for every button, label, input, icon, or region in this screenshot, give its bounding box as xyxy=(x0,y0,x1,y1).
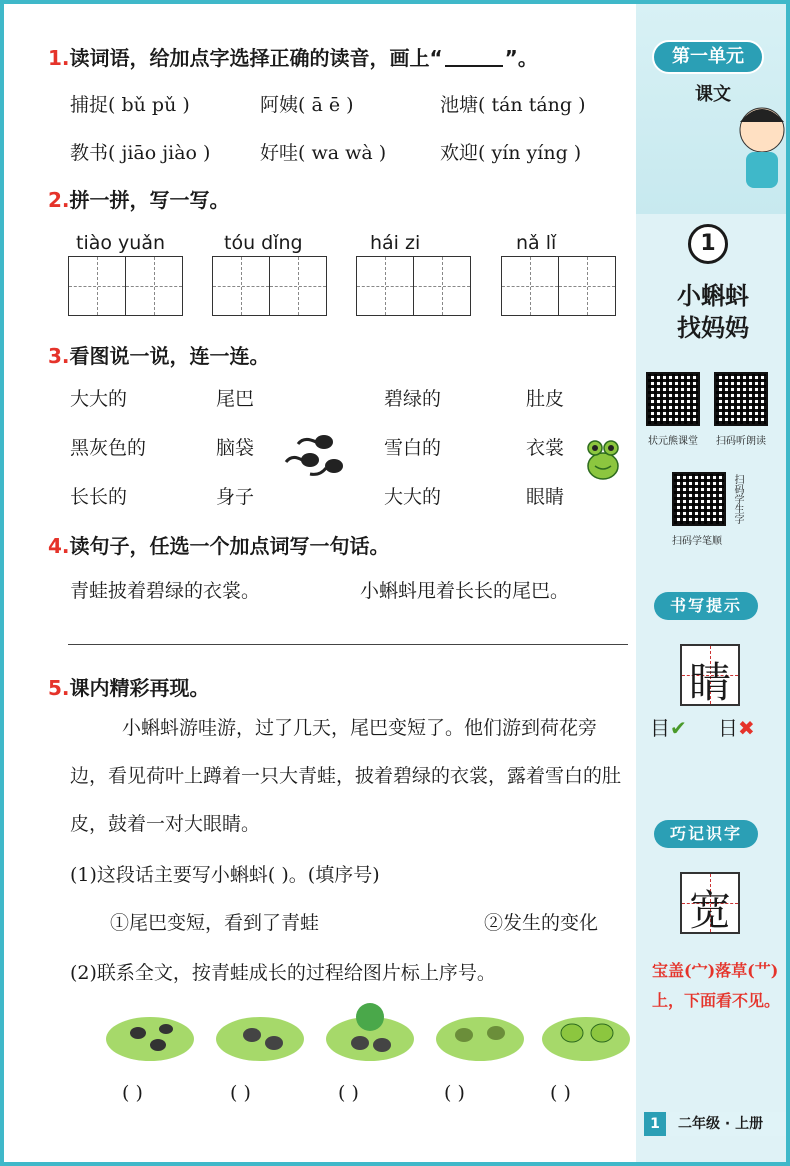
page-number: 1 xyxy=(644,1112,666,1136)
qr-label: 扫码听朗读 xyxy=(716,436,766,447)
qr-code[interactable] xyxy=(672,472,726,526)
qr-label: 扫码学生字 xyxy=(732,474,743,524)
sub-question-1: (1)这段话主要写小蝌蚪( )。(填序号) xyxy=(70,864,380,886)
writing-tip-badge: 书写提示 xyxy=(654,592,758,620)
q5-heading: 5.课内精彩再现。 xyxy=(48,676,210,700)
lesson-title: 小蝌蚪 找妈妈 xyxy=(677,282,749,342)
sidebar xyxy=(636,4,790,1166)
q1-heading xyxy=(48,42,538,71)
passage: 小蝌蚪游哇游，过了几天，尾巴变短了。他们游到荷花旁边，看见荷叶上蹲着一只大青蛙，披着碧绿的衣裳，露着雪白的肚皮，鼓着一对大眼睛。 xyxy=(70,717,622,835)
q4-heading: 4.读句子，任选一个加点词写一句话。 xyxy=(48,534,390,558)
match-word[interactable]: 脑袋 xyxy=(216,437,255,459)
match-word[interactable]: 大大的 xyxy=(384,486,442,508)
check-icon: ✔ xyxy=(670,716,687,740)
match-word[interactable]: 身子 xyxy=(216,486,255,508)
match-word[interactable]: 眼睛 xyxy=(526,486,565,508)
answer-paren[interactable]: ( ) xyxy=(122,1082,143,1104)
q1-item: 教书( jiāo jiào ) xyxy=(70,142,211,164)
q1-item: 欢迎( yín yíng ) xyxy=(440,142,582,164)
frog-illustration xyxy=(582,436,624,484)
boy-illustration xyxy=(732,100,788,204)
match-word[interactable]: 黑灰色的 xyxy=(70,437,147,459)
match-word[interactable]: 尾巴 xyxy=(216,388,255,410)
qr-code[interactable] xyxy=(646,372,700,426)
q4-sentence: 青蛙披着碧绿的衣裳。 xyxy=(70,580,261,602)
q1-item: 好哇( wa wà ) xyxy=(260,142,387,164)
q1-text: 读词语，给加点字选择正确的读音，画上“ xyxy=(69,46,443,70)
match-word[interactable]: 衣裳 xyxy=(526,437,565,459)
tadpole-illustration xyxy=(280,430,350,482)
tadpole-grown-picture xyxy=(324,999,416,1065)
match-word[interactable]: 长长的 xyxy=(70,486,128,508)
wrong-example: 日✖ xyxy=(718,716,755,740)
option-2: ②发生的变化 xyxy=(484,912,599,934)
lesson-number: 1 xyxy=(688,224,728,264)
q4-sentence: 小蝌蚪甩着长长的尾巴。 xyxy=(360,580,570,602)
answer-paren[interactable]: ( ) xyxy=(230,1082,251,1104)
q1-item: 阿姨( ā ē ) xyxy=(260,94,354,116)
pinyin-label: tiào yuǎn xyxy=(76,232,166,254)
right-example: 目✔ xyxy=(650,716,687,740)
writing-grid[interactable] xyxy=(68,256,183,316)
writing-grid[interactable] xyxy=(356,256,471,316)
qr-label: 状元熊课堂 xyxy=(648,436,698,447)
match-word[interactable]: 碧绿的 xyxy=(384,388,442,410)
q1-item: 池塘( tán táng ) xyxy=(440,94,586,116)
writing-grid[interactable] xyxy=(212,256,327,316)
match-word[interactable]: 雪白的 xyxy=(384,437,442,459)
froglet-picture xyxy=(434,999,526,1065)
cross-icon: ✖ xyxy=(738,716,755,740)
q3-heading: 3.看图说一说，连一连。 xyxy=(48,344,270,368)
pinyin-label: tóu dǐng xyxy=(224,232,303,254)
unit-badge: 第一单元 xyxy=(652,40,764,74)
memory-tip-text: 宝盖(宀)落草(艹)上，下面看不见。 xyxy=(652,961,781,1010)
writing-grid[interactable] xyxy=(501,256,616,316)
grade-label: 二年级 · 上册 xyxy=(670,1112,788,1136)
pinyin-label: hái zi xyxy=(370,232,421,254)
frog-picture xyxy=(540,999,632,1065)
tadpole-legs-picture xyxy=(214,999,306,1065)
sub-question-2: (2)联系全文，按青蛙成长的过程给图片标上序号。 xyxy=(70,962,496,984)
qr-code[interactable] xyxy=(714,372,768,426)
qr-label: 扫码学笔顺 xyxy=(672,536,722,547)
answer-paren[interactable]: ( ) xyxy=(444,1082,465,1104)
match-word[interactable]: 大大的 xyxy=(70,388,128,410)
q1-number: 1. xyxy=(48,46,70,70)
match-word[interactable]: 肚皮 xyxy=(526,388,565,410)
pinyin-label: nǎ lǐ xyxy=(516,232,557,254)
unit-subtitle: 课文 xyxy=(695,84,731,105)
writing-char-box: 睛 xyxy=(680,644,740,706)
memory-char-box: 宽 xyxy=(680,872,740,934)
q1-item: 捕捉( bǔ pǔ ) xyxy=(70,94,190,116)
answer-paren[interactable]: ( ) xyxy=(550,1082,571,1104)
tadpole-picture xyxy=(104,999,196,1065)
q2-heading: 2.拼一拼，写一写。 xyxy=(48,188,230,212)
exercise-area xyxy=(4,4,634,1166)
answer-line[interactable] xyxy=(68,644,628,645)
answer-paren[interactable]: ( ) xyxy=(338,1082,359,1104)
memory-tip-badge: 巧记识字 xyxy=(654,820,758,848)
q1-text-end: ”。 xyxy=(504,46,538,70)
option-1: ①尾巴变短，看到了青蛙 xyxy=(110,912,320,934)
answer-blank xyxy=(445,65,503,67)
